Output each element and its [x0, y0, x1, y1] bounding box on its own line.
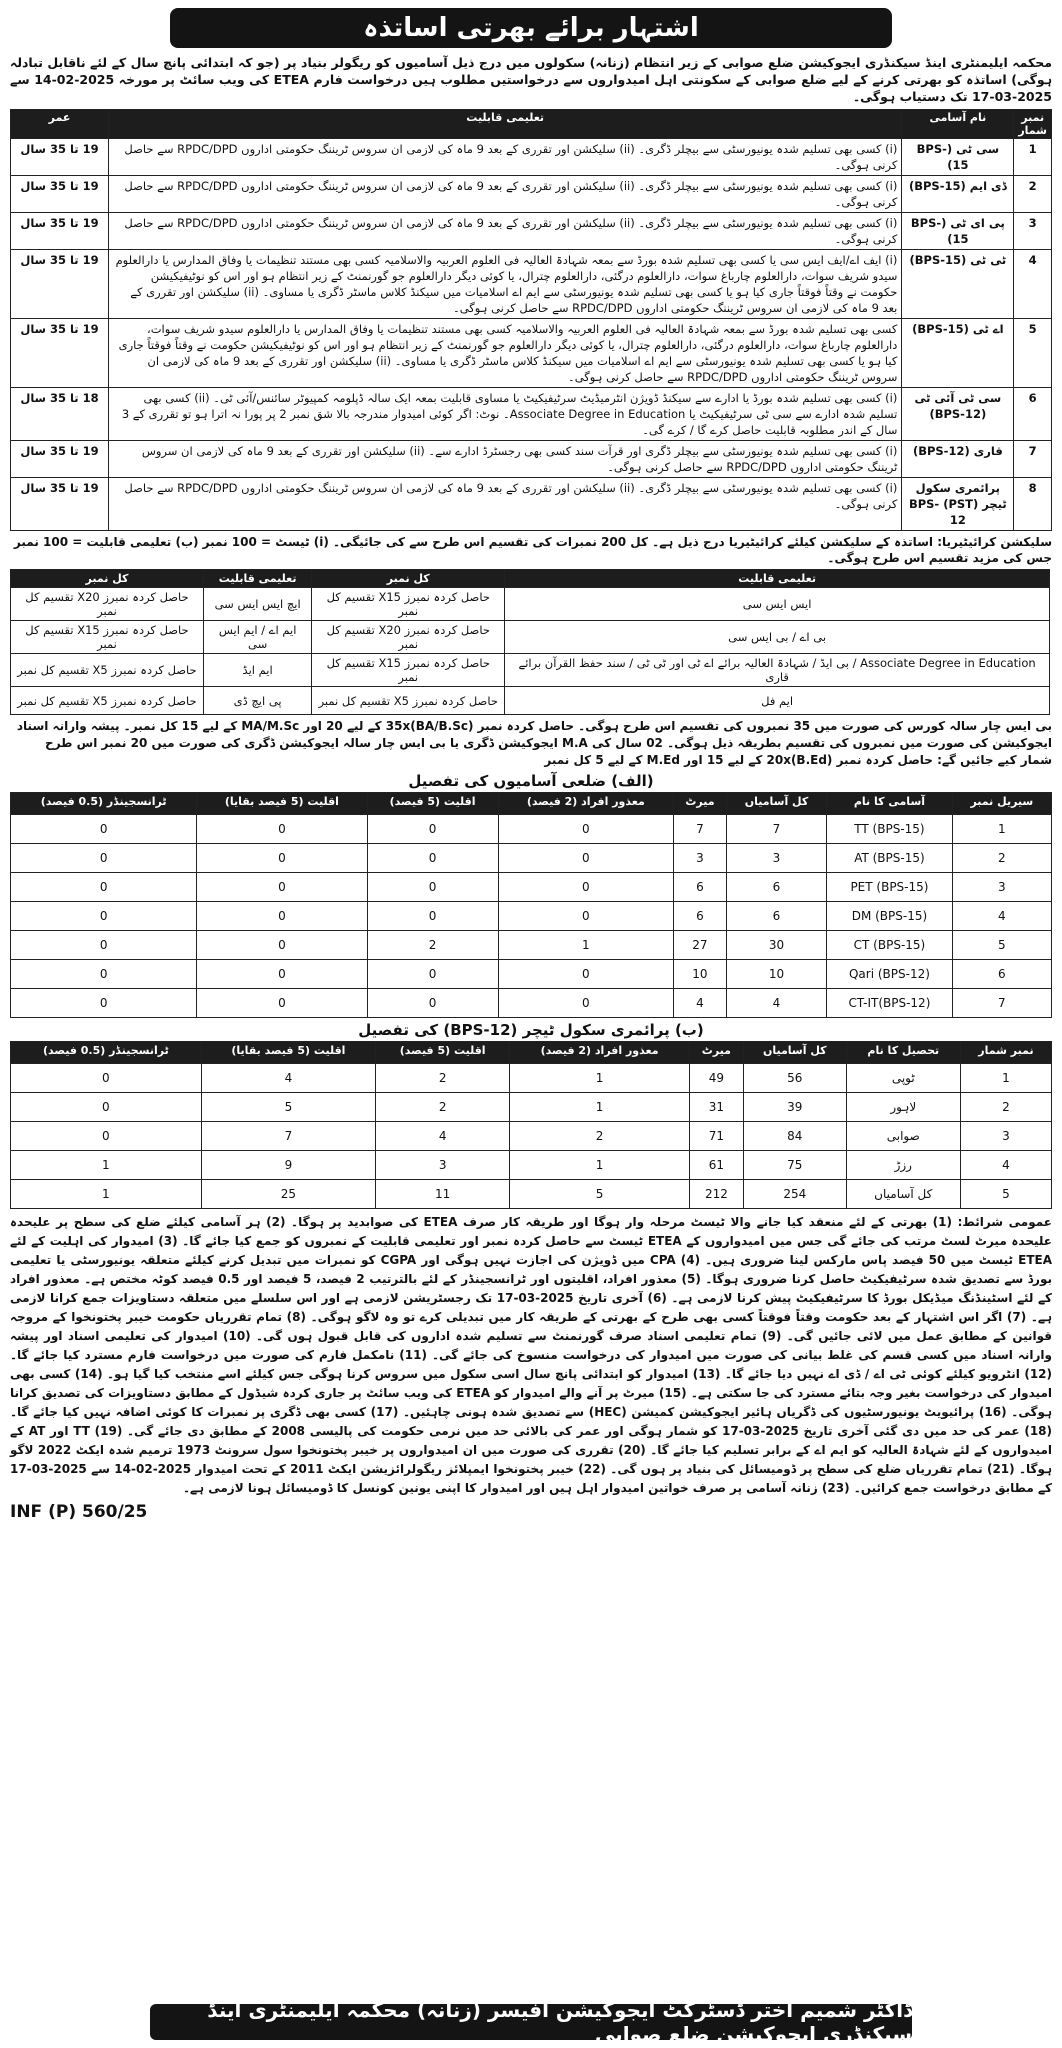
table-row	[11, 388, 1052, 441]
cell-transgender: 0	[11, 960, 197, 989]
cell-minority: 0	[367, 873, 498, 902]
table-row	[11, 213, 1052, 250]
col-minority: اقلیت (5 فیصد)	[367, 793, 498, 815]
cell-minority-remaining: 0	[197, 989, 367, 1018]
cell: ایم ایڈ	[203, 654, 311, 687]
table-row	[11, 989, 1052, 1018]
cell-minority-remaining: 0	[197, 902, 367, 931]
cell-name: ٹوپی	[846, 1064, 960, 1093]
cell-transgender: 0	[11, 989, 197, 1018]
col-age: عمر	[11, 110, 109, 139]
district-posts-title: (الف) ضلعی آسامیوں کی تفصیل	[408, 772, 654, 790]
col-serial: سیریل نمبر	[952, 793, 1051, 815]
cell-transgender: 0	[11, 1122, 202, 1151]
cell-minority-remaining: 0	[197, 844, 367, 873]
col-merit: میرٹ	[689, 1042, 743, 1064]
col-disabled: معذور افراد (2 فیصد)	[510, 1042, 690, 1064]
cell-disabled: 0	[498, 989, 673, 1018]
cell-minority: 0	[367, 815, 498, 844]
cell: حاصل کردہ نمبرز X20 تقسیم کل نمبر	[312, 621, 505, 654]
row-age: 19 تا 35 سال	[11, 478, 109, 531]
row-age: 19 تا 35 سال	[11, 250, 109, 319]
col-qualification: تعلیمی قابلیت	[109, 110, 902, 139]
cell-disabled: 1	[498, 931, 673, 960]
cell-merit: 10	[674, 960, 727, 989]
marks-table-header	[11, 570, 1050, 588]
row-qualification: (i) کسی بھی تسلیم شدہ یونیورسٹی سے بیچلر ڈگری اور قرآت سند کسی بھی رجسٹرڈ ادارے سے۔ (ii) سلیکشن اور تقرری کے بعد 9 ماہ کی لازمی ان سروس ٹریننگ حکومتی اداروں RPDC/DPD سے حاصل کرنی ہوگی۔	[109, 441, 902, 478]
cell-transgender: 1	[11, 1180, 202, 1209]
row-serial: 5	[1014, 319, 1052, 388]
cell: حاصل کردہ نمبرز X15 تقسیم کل نمبر	[11, 621, 204, 654]
cell-serial: 4	[952, 902, 1051, 931]
cell-name: TT (BPS-15)	[827, 815, 953, 844]
marks-table	[10, 569, 1050, 715]
cell-total: 10	[726, 960, 826, 989]
cell: حاصل کردہ نمبرز X15 تقسیم کل نمبر	[312, 588, 505, 621]
cell: حاصل کردہ نمبرز X5 تقسیم کل نمبر	[312, 687, 505, 715]
cell-merit: 6	[674, 902, 727, 931]
cell-minority-remaining: 4	[201, 1064, 375, 1093]
row-qualification: (i) کسی بھی تسلیم شدہ یونیورسٹی سے بیچلر ڈگری۔ (ii) سلیکشن اور تقرری کے بعد 9 ماہ کی لازمی ان سروس ٹریننگ حکومتی اداروں RPDC/DPD سے حاصل کرنی ہوگی۔	[109, 139, 902, 176]
col-total-marks: کل نمبر	[312, 570, 505, 588]
cell-minority: 2	[367, 931, 498, 960]
cell: ایس ایس سی	[505, 588, 1050, 621]
cell-disabled: 0	[498, 844, 673, 873]
cell-serial: 7	[952, 989, 1051, 1018]
general-terms: عمومی شرائط: (1) بھرتی کے لئے منعقد کیا جانے والا ٹیسٹ مرحلہ وار ہوگا اور طریقہ کار صرف ETEA کی صوابدید پر ہوگا۔ (2) ہر آسامی کیلئے ضلع کی سطح پر علیحدہ علیحدہ میرٹ لسٹ مرتب کی جائے گی جس میں امیدواروں کے ETEA ٹیسٹ سے حاصل کردہ نمبر اور تعلیمی قابلیت کے نمبروں کو جمع کیا جائے گا۔ (3) امیدوار کی اہلیت کے لئے ETEA ٹیسٹ میں 50 فیصد پاس مارکس لینا ضروری ہیں۔ (4) CPA میں ڈویژن کی اجازت نہیں ہوگی اور CGPA کو نمبرات میں تبدیل کرنے کیلئے متعلقہ یونیورسٹی یا تعلیمی بورڈ سے تصدیق شدہ سرٹیفیکیٹ حاصل کرنا ضروری ہوگا۔ (5) معذور افراد، اقلیتوں اور ٹرانسجینڈر کے لئے بالترتیب 2 فیصد، 5 فیصد اور 0.5 فیصد کوٹہ مختص ہے۔ معذور افراد کے لئے اسٹینڈنگ میڈیکل بورڈ کا سرٹیفیکیٹ پیش کرنا لازمی ہے۔ (6) آخری تاریخ 2025-03-17 تک رجسٹریشن لازمی ہے اور اس سلسلے میں متعلقہ دستاویزات جمع کرانا لازمی ہے۔ (7) اگر اس اشتہار کے بعد حکومت وقتاً فوقتاً کسی بھی طرح کے بھرتی کے طریقہ کار میں تبدیلی کرے تو وہ لاگو ہوگی۔ (8) تمام تقرریاں حکومت خیبر پختونخوا کے مروجہ قوانین کے مطابق عمل میں لائی جائیں گی۔ (9) تمام تعلیمی اسناد صرف گورنمنٹ سے تسلیم شدہ اداروں کی قابل قبول ہوں گی۔ (10) امیدوار کی تعلیمی اسناد اور پیشہ وارانہ اسناد میں کسی قسم کی غلط بیانی کی صورت میں امیدوار کی درخواست منسوخ کی جائے گی۔ (11) نامکمل فارم کی صورت میں درخواست فارم مسترد کیا جائے گا۔ (12) انٹرویو کیلئے کوئی ٹی اے / ڈی اے نہیں دیا جائے گا۔ (13) امیدوار کو ابتدائی پانچ سال اسی سکول میں سروس کرنا ہوگی جس کیلئے اسے منتخب کیا گیا ہو۔ (14) کسی بھی امیدوار کی درخواست بغیر وجہ بتائے مسترد کی جا سکتی ہے۔ (15) میرٹ پر آنے والے امیدوار کو ETEA کی ویب سائٹ پر جاری کردہ شیڈول کے مطابق دستاویزات کی تصدیق کرانا ہوگی۔ (16) پرائیویٹ یونیورسٹیوں کی ڈگریاں ہائیر ایجوکیشن کمیشن (HEC) سے تصدیق شدہ ہونی چاہئیں۔ (17) کسی بھی ڈگری پر نمبرات کا کوئی اضافہ نہیں کیا جائے گا۔ (18) عمر کی حد میں دی گئی آخری تاریخ 2025-03-17 کو شمار ہوگی اور عمر کی بالائی حد میں نرمی حکومت کی پالیسی 2008 کے مطابق دی جائے گی۔ (19) TT اور AT کے امیدواروں کے لئے شہادۃ العالیہ کو ایم اے کے برابر تسلیم کیا جائے گا۔ (20) تقرری کی صورت میں ان امیدواروں پر خیبر پختونخوا سول سرونٹ 1973 ترمیم شدہ ایکٹ 2022 لاگو ہوگا۔ (21) تمام تقرریاں ضلع کی سطح پر ڈومیسائل کی بنیاد پر ہوں گی۔ (22) خیبر پختونخوا ایمپلائز ریگولرائزیشن ایکٹ 2011 کے تحت امیدوار 2025-02-14 سے 2025-03-17 کے مطابق درخواست جمع کرائیں۔ (23) زنانہ آسامی پر صرف خواتین امیدوار اہل ہیں اور امیدوار کا اپنی یونین کونسل کا ڈومیسائل ہونا لازمی ہے۔	[10, 1215, 1053, 1495]
row-age: 19 تا 35 سال	[11, 176, 109, 213]
col-minority-remaining: اقلیت (5 فیصد بقایا)	[201, 1042, 375, 1064]
cell-minority: 0	[367, 960, 498, 989]
table-row	[11, 621, 1050, 654]
row-post: پرائمری سکول ٹیچر (PST) BPS-12	[902, 478, 1014, 531]
cell-total: 75	[743, 1151, 846, 1180]
posts-table	[10, 109, 1052, 531]
cell: ایم فل	[505, 687, 1050, 715]
cell-minority: 3	[376, 1151, 510, 1180]
cell-merit: 212	[689, 1180, 743, 1209]
selection-criteria: سلیکشن کرائیٹیریا: اساتذہ کے سلیکشن کیلئے کرائیٹیریا درج ذیل ہے۔ کل 200 نمبرات کی تقسیم اس طرح سے کی جائیگی۔ (i) ٹیسٹ = 100 نمبر (ب) تعلیمی قابلیت = 100 نمبر جس کی مزید تقسیم اس طرح ہوگی۔	[13, 535, 1052, 565]
cell-total: 6	[726, 902, 826, 931]
cell-transgender: 0	[11, 931, 197, 960]
table-row	[11, 1122, 1052, 1151]
col-minority: اقلیت (5 فیصد)	[376, 1042, 510, 1064]
cell-disabled: 0	[498, 960, 673, 989]
row-age: 18 تا 35 سال	[11, 388, 109, 441]
cell-transgender: 0	[11, 1093, 202, 1122]
cell-serial: 3	[952, 873, 1051, 902]
row-post: ٹی ٹی (BPS-15)	[902, 250, 1014, 319]
table-row	[11, 815, 1052, 844]
col-merit: میرٹ	[674, 793, 727, 815]
cell-minority-remaining: 5	[201, 1093, 375, 1122]
cell: ایچ ایس ایس سی	[203, 588, 311, 621]
pst-posts-table	[10, 1041, 1052, 1209]
cell-transgender: 0	[11, 844, 197, 873]
cell-name: صوابی	[846, 1122, 960, 1151]
cell-minority: 0	[367, 902, 498, 931]
cell-disabled: 0	[498, 902, 673, 931]
cell-disabled: 0	[498, 873, 673, 902]
cell: پی ایچ ڈی	[203, 687, 311, 715]
table-row	[11, 902, 1052, 931]
cell-name: AT (BPS-15)	[827, 844, 953, 873]
cell-total: 30	[726, 931, 826, 960]
cell-minority-remaining: 0	[197, 931, 367, 960]
cell: حاصل کردہ نمبرز X20 تقسیم کل نمبر	[11, 588, 204, 621]
cell: Associate Degree in Education / بی ایڈ / شہادۃ العالیہ برائے اے ٹی اور ٹی ٹی / سند حفظ القرآن برائے قاری	[505, 654, 1050, 687]
col-transgender: ٹرانسجینڈر (0.5 فیصد)	[11, 1042, 202, 1064]
table-row	[11, 588, 1050, 621]
table-row	[11, 250, 1052, 319]
cell-transgender: 1	[11, 1151, 202, 1180]
row-post: قاری (BPS-12)	[902, 441, 1014, 478]
cell-serial: 3	[960, 1122, 1051, 1151]
table-row	[11, 960, 1052, 989]
cell-serial: 4	[960, 1151, 1051, 1180]
cell-total: 254	[743, 1180, 846, 1209]
intro-paragraph: محکمہ ایلیمنٹری اینڈ سیکنڈری ایجوکیشن ضلع صوابی کے زیر انتظام (زنانہ) سکولوں میں درج ذیل آسامیوں کو ریگولر بنیاد پر (جو کہ ابتدائی پانچ سال کے لئے ناقابل تبادلہ ہوگی) اساتذہ کو بھرتی کرنے کے لیے ضلع صوابی کے سکونتی اہل امیدواروں سے درخواستیں مطلوب ہیں درخواست فارم ETEA کی ویب سائٹ پر مورخہ 2025-02-14 سے 2025-03-17 تک دستیاب ہوگی۔	[10, 55, 1053, 104]
cell-minority-remaining: 0	[197, 873, 367, 902]
col-disabled: معذور افراد (2 فیصد)	[498, 793, 673, 815]
cell-total: 7	[726, 815, 826, 844]
table-row	[11, 654, 1050, 687]
cell-serial: 5	[960, 1180, 1051, 1209]
table-row	[11, 1180, 1052, 1209]
cell-total: 39	[743, 1093, 846, 1122]
posts-table-header	[11, 110, 1052, 139]
cell-serial: 5	[952, 931, 1051, 960]
cell-name: CT (BPS-15)	[827, 931, 953, 960]
table-row	[11, 873, 1052, 902]
row-age: 19 تا 35 سال	[11, 213, 109, 250]
row-age: 19 تا 35 سال	[11, 441, 109, 478]
table-row	[11, 687, 1050, 715]
table-row	[11, 176, 1052, 213]
row-post: پی ای ٹی (BPS-15)	[902, 213, 1014, 250]
cell-merit: 27	[674, 931, 727, 960]
district-table-header	[11, 793, 1052, 815]
cell-merit: 71	[689, 1122, 743, 1151]
cell-merit: 7	[674, 815, 727, 844]
col-serial: نمبر شمار	[1014, 110, 1052, 139]
cell-transgender: 0	[11, 902, 197, 931]
cell-merit: 49	[689, 1064, 743, 1093]
district-table-body	[11, 815, 1052, 1018]
cell-name: کل آسامیاں	[846, 1180, 960, 1209]
marks-note: بی ایس چار سالہ کورس کی صورت میں 35 نمبروں کی تقسیم اس طرح ہوگی۔ حاصل کردہ نمبر 35x(BA/B.Sc) کے لیے 20 اور MA/M.Sc کے لیے 15 کل نمبر۔ پیشہ وارانہ اسناد ایجوکیشن کی صورت میں نمبروں کی تقسیم بطریقہ ذیل ہوگی۔ 02 سال کی M.A ایجوکیشن ڈگری یا بی ایس چار سالہ ایجوکیشن ڈگری کی صورت میں 20 نمبر اس طرح شمار کیے جائیں گے: حاصل کردہ نمبر 20x(B.Ed) کے لیے 15 اور M.Ed کے لیے 5 کل نمبر	[16, 719, 1052, 767]
cell-disabled: 1	[510, 1064, 690, 1093]
col-qualification: تعلیمی قابلیت	[203, 570, 311, 588]
cell-minority: 4	[376, 1122, 510, 1151]
cell-minority: 0	[367, 989, 498, 1018]
col-total-marks: کل نمبر	[11, 570, 204, 588]
cell-transgender: 0	[11, 1064, 202, 1093]
cell-disabled: 5	[510, 1180, 690, 1209]
cell-total: 4	[726, 989, 826, 1018]
cell-minority-remaining: 0	[197, 960, 367, 989]
col-tehsil: تحصیل کا نام	[846, 1042, 960, 1064]
table-row	[11, 931, 1052, 960]
cell-merit: 61	[689, 1151, 743, 1180]
row-serial: 2	[1014, 176, 1052, 213]
col-post-name: آسامی کا نام	[827, 793, 953, 815]
row-qualification: (i) ایف اے/ایف ایس سی یا کسی بھی تسلیم شدہ بورڈ سے بمعہ شہادۃ العالیہ فی العلوم العربیہ والاسلامیہ کسی بھی مستند تنظیمات یا وفاق المدارس یا دارالعلوم سیدو شریف سوات، دارالعلوم چارباغ سوات، دارالعلوم درگئی، دارالعلوم چترال، یا کوئی دیگر دارالعلوم جو گورنمنٹ کے زیر انتظام ہو اور اس کو نوٹیفیکیشن حکومت نے وقتاً فوقتاً جاری کیا ہو یا کسی بھی تسلیم شدہ یونیورسٹی سے ایم اے اسلامیات میں سیکنڈ کلاس ماسٹر ڈگری یا مساوی۔ (ii) سلیکشن اور تقرری کے بعد 9 ماہ کی لازمی ان سروس ٹریننگ حکومتی اداروں RPDC/DPD سے حاصل کرنی ہوگی۔	[109, 250, 902, 319]
row-qualification: (i) کسی بھی تسلیم شدہ یونیورسٹی سے بیچلر ڈگری۔ (ii) سلیکشن اور تقرری کے بعد 9 ماہ کی لازمی ان سروس ٹریننگ حکومتی اداروں RPDC/DPD سے حاصل کرنی ہوگی۔	[109, 213, 902, 250]
cell-serial: 6	[952, 960, 1051, 989]
cell-minority-remaining: 0	[197, 815, 367, 844]
col-total-posts: کل آسامیاں	[726, 793, 826, 815]
row-qualification: (i) کسی بھی تسلیم شدہ یونیورسٹی سے بیچلر ڈگری۔ (ii) سلیکشن اور تقرری کے بعد 9 ماہ کی لازمی ان سروس ٹریننگ حکومتی اداروں RPDC/DPD سے حاصل کرنی ہوگی۔	[109, 176, 902, 213]
cell: حاصل کردہ نمبرز X5 تقسیم کل نمبر	[11, 654, 204, 687]
table-row	[11, 478, 1052, 531]
col-qualification: تعلیمی قابلیت	[505, 570, 1050, 588]
row-qualification: (i) کسی بھی تسلیم شدہ بورڈ یا ادارے سے سیکنڈ ڈویژن انٹرمیڈیٹ سرٹیفیکیٹ یا مساوی قابلیت بمعہ ایک سالہ ڈپلومہ کمپیوٹر سائنس/آئی ٹی۔ (ii) کسی بھی تسلیم شدہ ادارے سے سی ٹی سرٹیفیکیٹ یا Associate Degree in Education۔ نوٹ: اگر کوئی امیدوار مندرجہ بالا شق نمبر 2 پر پورا نہ اترا ہو تو تقرری کے 3 سال کے اندر مطلوبہ قابلیت حاصل کرے گا / کرے گی۔	[109, 388, 902, 441]
table-row	[11, 1093, 1052, 1122]
cell-name: DM (BPS-15)	[827, 902, 953, 931]
cell-total: 3	[726, 844, 826, 873]
cell-name: لاہور	[846, 1093, 960, 1122]
cell-serial: 2	[952, 844, 1051, 873]
cell-merit: 4	[674, 989, 727, 1018]
cell-total: 56	[743, 1064, 846, 1093]
cell: حاصل کردہ نمبرز X15 تقسیم کل نمبر	[312, 654, 505, 687]
cell-transgender: 0	[11, 873, 197, 902]
row-post: سی ٹی (BPS-15)	[902, 139, 1014, 176]
cell-minority: 0	[367, 844, 498, 873]
cell: بی اے / بی ایس سی	[505, 621, 1050, 654]
cell-minority: 11	[376, 1180, 510, 1209]
district-posts-table	[10, 792, 1052, 1018]
cell-name: Qari (BPS-12)	[827, 960, 953, 989]
cell: ایم اے / ایم ایس سی	[203, 621, 311, 654]
cell-transgender: 0	[11, 815, 197, 844]
table-row	[11, 1064, 1052, 1093]
cell-name: PET (BPS-15)	[827, 873, 953, 902]
row-post: سی ٹی آئی ٹی (BPS-12)	[902, 388, 1014, 441]
cell-serial: 2	[960, 1093, 1051, 1122]
table-row	[11, 1151, 1052, 1180]
cell-minority: 2	[376, 1064, 510, 1093]
pst-posts-title: (ب) پرائمری سکول ٹیچر (BPS-12) کی تفصیل	[358, 1021, 704, 1039]
cell-minority-remaining: 9	[201, 1151, 375, 1180]
row-age: 19 تا 35 سال	[11, 139, 109, 176]
col-transgender: ٹرانسجینڈر (0.5 فیصد)	[11, 793, 197, 815]
cell-serial: 1	[952, 815, 1051, 844]
row-post: ڈی ایم (BPS-15)	[902, 176, 1014, 213]
table-row	[11, 844, 1052, 873]
advertisement-banner: اشتہار برائے بھرتی اساتذہ	[170, 8, 892, 48]
table-row	[11, 441, 1052, 478]
pst-table-header	[11, 1042, 1052, 1064]
row-qualification: (i) کسی بھی تسلیم شدہ یونیورسٹی سے بیچلر ڈگری۔ (ii) سلیکشن اور تقرری کے بعد 9 ماہ کی لازمی ان سروس ٹریننگ حکومتی اداروں RPDC/DPD سے حاصل کرنی ہوگی۔	[109, 478, 902, 531]
table-row	[11, 139, 1052, 176]
cell-merit: 6	[674, 873, 727, 902]
cell-serial: 1	[960, 1064, 1051, 1093]
table-row	[11, 319, 1052, 388]
cell-total: 84	[743, 1122, 846, 1151]
reference-number: INF (P) 560/25	[10, 1502, 148, 1522]
cell-disabled: 1	[510, 1151, 690, 1180]
cell-minority: 2	[376, 1093, 510, 1122]
row-qualification: کسی بھی تسلیم شدہ بورڈ سے بمعہ شہادۃ العالیہ فی العلوم العربیہ والاسلامیہ کسی بھی مستند تنظیمات یا وفاق المدارس یا دارالعلوم سیدو شریف سوات، دارالعلوم چارباغ سوات، دارالعلوم درگئی، دارالعلوم چترال، یا کوئی دیگر دارالعلوم جو گورنمنٹ کے زیر انتظام ہو اور اس کو نوٹیفیکیشن حکومت نے وقتاً فوقتاً جاری کیا ہو یا کسی بھی تسلیم شدہ یونیورسٹی سے ایم اے اسلامیات میں سیکنڈ کلاس ماسٹر ڈگری یا مساوی۔ (ii) سلیکشن اور تقرری کے بعد 9 ماہ کی لازمی ان سروس ٹریننگ حکومتی اداروں RPDC/DPD سے حاصل کرنی ہوگی۔	[109, 319, 902, 388]
cell-disabled: 0	[498, 815, 673, 844]
row-serial: 3	[1014, 213, 1052, 250]
row-serial: 1	[1014, 139, 1052, 176]
cell-total: 6	[726, 873, 826, 902]
col-total-posts: کل آسامیاں	[743, 1042, 846, 1064]
row-post: اے ٹی (BPS-15)	[902, 319, 1014, 388]
cell-disabled: 1	[510, 1093, 690, 1122]
col-serial: نمبر شمار	[960, 1042, 1051, 1064]
row-serial: 4	[1014, 250, 1052, 319]
col-post: نام آسامی	[902, 110, 1014, 139]
cell-minority-remaining: 25	[201, 1180, 375, 1209]
cell-minority-remaining: 7	[201, 1122, 375, 1151]
row-serial: 8	[1014, 478, 1052, 531]
row-age: 19 تا 35 سال	[11, 319, 109, 388]
col-minority-remaining: اقلیت (5 فیصد بقایا)	[197, 793, 367, 815]
row-serial: 6	[1014, 388, 1052, 441]
pst-table-body	[11, 1064, 1052, 1209]
cell-merit: 3	[674, 844, 727, 873]
cell-name: CT-IT(BPS-12)	[827, 989, 953, 1018]
row-serial: 7	[1014, 441, 1052, 478]
cell-name: رزڑ	[846, 1151, 960, 1180]
cell-disabled: 2	[510, 1122, 690, 1151]
cell-merit: 31	[689, 1093, 743, 1122]
cell: حاصل کردہ نمبرز X5 تقسیم کل نمبر	[11, 687, 204, 715]
signature-footer: ڈاکٹر شمیم اختر ڈسٹرکٹ ایجوکیشن آفیسر (زنانہ) محکمہ ایلیمنٹری اینڈ سیکنڈری ایجوکیشن ضلع صوابی	[150, 2004, 912, 2040]
